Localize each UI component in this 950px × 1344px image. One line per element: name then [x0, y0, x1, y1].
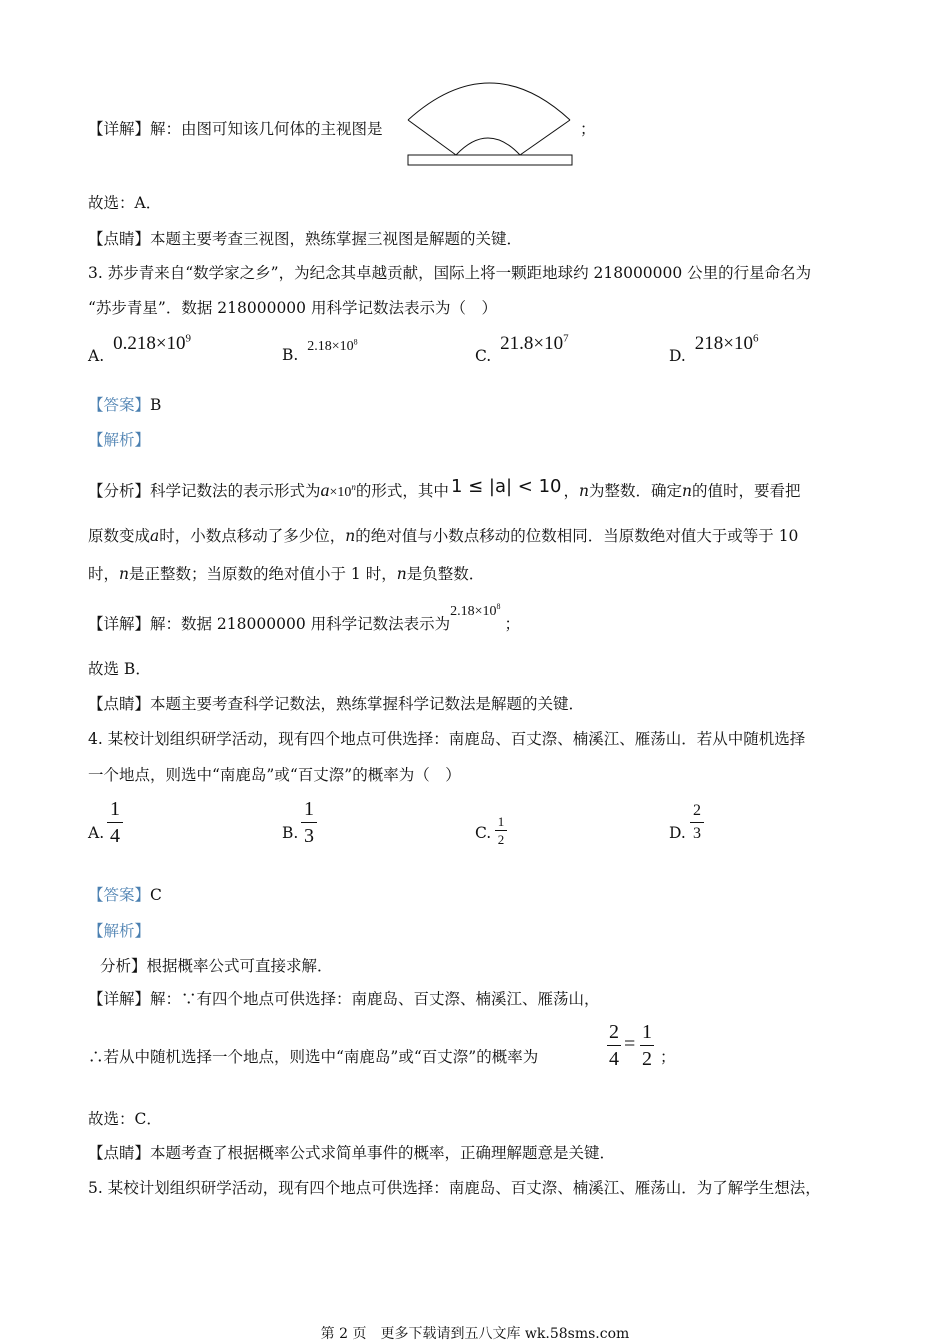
q4-option-a-fraction: 1 4: [107, 799, 123, 846]
q4-stem-line2: 一个地点，则选中“南鹿岛”或“百丈漈”的概率为（ ）: [88, 766, 461, 784]
page-footer: 第 2 页 更多下载请到五八文库 wk.58sms.com: [320, 1326, 630, 1342]
q3-dianjing: 【点睛】本题主要考查科学记数法，熟练掌握科学记数法是解题的关键．: [88, 695, 585, 713]
q3-gu-xuan: 故选 B．: [88, 660, 151, 678]
q3-answer: 【答案】B: [88, 396, 162, 414]
q3-option-b: B. $2.18\times 10^8$: [282, 337, 358, 364]
q3-stem-line1: 3. 苏步青来自“数学家之乡”，为纪念其卓越贡献，国际上将一颗距地球约 218000000 公里的行星命名为: [88, 264, 812, 282]
q5-stem-line1: 5. 某校计划组织研学活动，现有四个地点可供选择：南鹿岛、百丈漈、楠溪江、雁荡山．为了解学生想法，: [88, 1179, 821, 1197]
main-view-figure: [404, 76, 576, 168]
q4-option-b-fraction: 1 3: [301, 799, 317, 846]
detail-line-1: 【详解】解：由图可知该几何体的主视图是: [88, 120, 383, 138]
q4-eq-sign: =: [624, 1033, 636, 1055]
detail-suffix: ；: [580, 120, 596, 138]
q4-detail-suffix: ；: [660, 1048, 676, 1066]
q4-eq-fraction-2: 1 2: [642, 1021, 652, 1070]
q4-option-d-fraction: 2 3: [690, 803, 704, 842]
q4-answer: 【答案】C: [88, 886, 162, 904]
dianjing-1: 【点睛】本题主要考查三视图，熟练掌握三视图是解题的关键．: [88, 230, 523, 248]
q4-detail-line2: ∴若从中随机选择一个地点，则选中“南鹿岛”或“百丈漈”的概率为: [88, 1048, 539, 1066]
q3-option-d: D. $218\times 10^6$: [669, 333, 759, 366]
q3-stem-line2: “苏步青星”．数据 218000000 用科学记数法表示为（ ）: [88, 299, 497, 317]
q3-analysis-heading: 【解析】: [88, 431, 151, 449]
q4-option-b-label: B.: [282, 824, 299, 842]
q4-fenxi: 分析】根据概率公式可直接求解．: [100, 957, 333, 975]
q4-option-a-label: A.: [88, 824, 105, 842]
q4-gu-xuan: 故选：C．: [88, 1110, 162, 1128]
q4-analysis-heading: 【解析】: [88, 922, 151, 940]
q3-option-a: A. $0.218\times 10^9$: [88, 333, 192, 366]
q4-detail-line1: 【详解】解：∵有四个地点可供选择：南鹿岛、百丈漈、楠溪江、雁荡山，: [88, 990, 600, 1008]
q3-fenxi-line1: 【分析】科学记数法的表示形式为$a\times 10^n$的形式，其中 1 ≤ |a| < 10 ，n为整数．确定n的值时，要看把: [88, 476, 801, 501]
q4-option-c-fraction: 1 2: [495, 815, 507, 846]
q4-option-c-label: C.: [475, 824, 492, 842]
q4-eq-fraction-1: 2 4: [609, 1021, 619, 1070]
q3-detail: 【详解】解：数据 218000000 用科学记数法表示为$2.18\times 10^8$；: [88, 602, 521, 634]
q4-dianjing: 【点睛】本题考查了根据概率公式求简单事件的概率，正确理解题意是关键．: [88, 1144, 616, 1162]
q4-stem-line1: 4. 某校计划组织研学活动，现有四个地点可供选择：南鹿岛、百丈漈、楠溪江、雁荡山．若从中随机选择: [88, 730, 806, 748]
q4-option-d-label: D.: [669, 824, 686, 842]
q3-fenxi-line3: 时，n是正整数；当原数的绝对值小于 1 时，n是负整数．: [88, 565, 485, 583]
q3-fenxi-line2: 原数变成a时，小数点移动了多少位，n的绝对值与小数点移动的位数相同．当原数绝对值大于或等于 10: [88, 527, 799, 545]
gu-xuan-1: 故选：A．: [88, 194, 162, 212]
q3-option-c: C. $21.8\times 10^7$: [475, 333, 569, 366]
